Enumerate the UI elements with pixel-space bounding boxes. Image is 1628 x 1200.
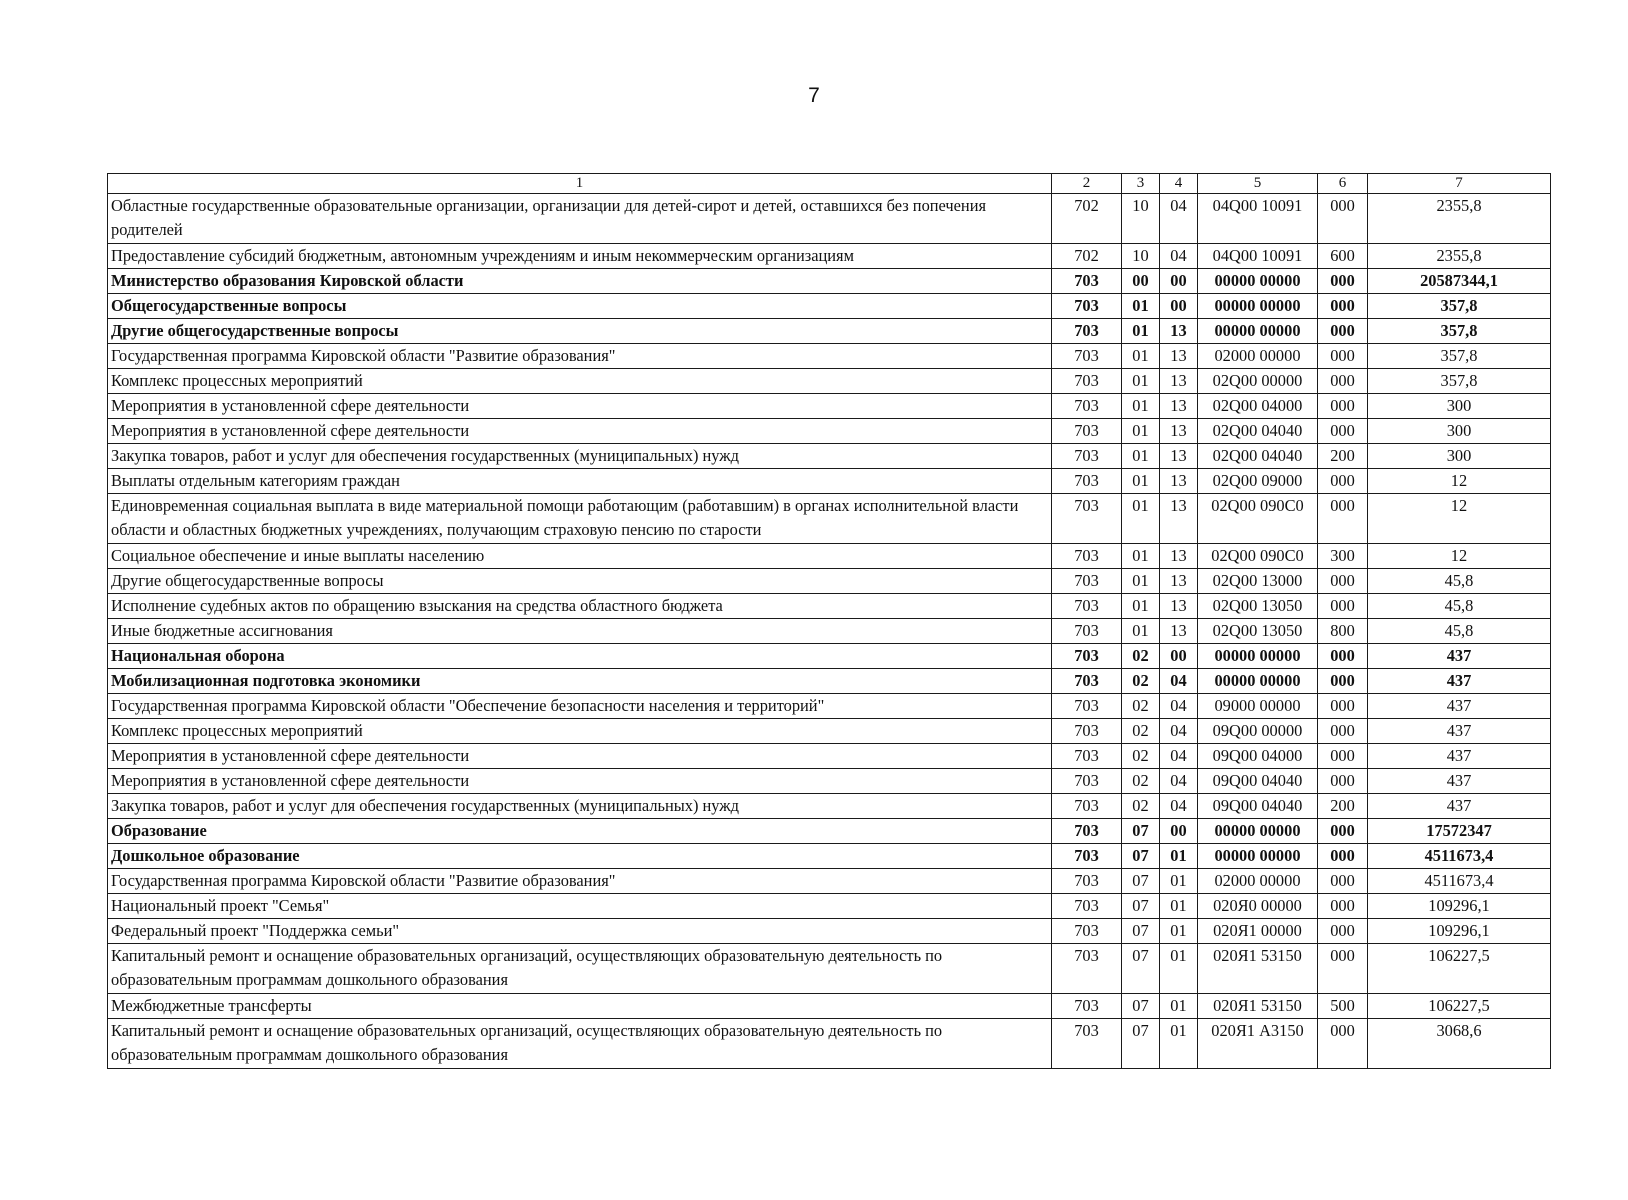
subsection-cell: 04 bbox=[1160, 744, 1198, 769]
target-article-cell: 02Q00 09000 bbox=[1198, 469, 1318, 494]
table-row bbox=[108, 769, 1551, 794]
table-row bbox=[108, 894, 1551, 919]
section-cell: 07 bbox=[1122, 994, 1160, 1019]
amount-cell: 109296,1 bbox=[1368, 919, 1551, 944]
section-cell: 02 bbox=[1122, 769, 1160, 794]
expense-type-cell: 000 bbox=[1318, 594, 1368, 619]
column-header: 5 bbox=[1198, 174, 1318, 194]
target-article-cell: 02000 00000 bbox=[1198, 869, 1318, 894]
expense-type-cell: 000 bbox=[1318, 694, 1368, 719]
admin-code-cell: 703 bbox=[1052, 994, 1122, 1019]
subsection-cell: 04 bbox=[1160, 194, 1198, 244]
target-article-cell: 00000 00000 bbox=[1198, 644, 1318, 669]
table-row bbox=[108, 494, 1551, 544]
target-article-cell: 02000 00000 bbox=[1198, 344, 1318, 369]
expense-type-cell: 300 bbox=[1318, 544, 1368, 569]
row-name-cell: Общегосударственные вопросы bbox=[108, 294, 1052, 319]
subsection-cell: 00 bbox=[1160, 294, 1198, 319]
admin-code-cell: 703 bbox=[1052, 469, 1122, 494]
admin-code-cell: 703 bbox=[1052, 644, 1122, 669]
row-name-cell: Закупка товаров, работ и услуг для обеспечения государственных (муниципальных) нужд bbox=[108, 444, 1052, 469]
row-name-cell: Предоставление субсидий бюджетным, автономным учреждениям и иным некоммерческим организациям bbox=[108, 244, 1052, 269]
expense-type-cell: 000 bbox=[1318, 569, 1368, 594]
admin-code-cell: 703 bbox=[1052, 569, 1122, 594]
subsection-cell: 04 bbox=[1160, 694, 1198, 719]
column-header: 1 bbox=[108, 174, 1052, 194]
admin-code-cell: 703 bbox=[1052, 269, 1122, 294]
table-row bbox=[108, 669, 1551, 694]
amount-cell: 357,8 bbox=[1368, 319, 1551, 344]
table-row bbox=[108, 644, 1551, 669]
expense-type-cell: 000 bbox=[1318, 319, 1368, 344]
subsection-cell: 13 bbox=[1160, 544, 1198, 569]
subsection-cell: 13 bbox=[1160, 369, 1198, 394]
table-row bbox=[108, 394, 1551, 419]
amount-cell: 437 bbox=[1368, 744, 1551, 769]
admin-code-cell: 703 bbox=[1052, 494, 1122, 544]
table-row bbox=[108, 194, 1551, 244]
section-cell: 02 bbox=[1122, 669, 1160, 694]
amount-cell: 300 bbox=[1368, 419, 1551, 444]
section-cell: 01 bbox=[1122, 469, 1160, 494]
row-name-cell: Мероприятия в установленной сфере деятельности bbox=[108, 769, 1052, 794]
target-article-cell: 00000 00000 bbox=[1198, 819, 1318, 844]
amount-cell: 437 bbox=[1368, 794, 1551, 819]
section-cell: 02 bbox=[1122, 694, 1160, 719]
target-article-cell: 04Q00 10091 bbox=[1198, 244, 1318, 269]
target-article-cell: 020Я1 53150 bbox=[1198, 994, 1318, 1019]
target-article-cell: 00000 00000 bbox=[1198, 294, 1318, 319]
column-header: 7 bbox=[1368, 174, 1551, 194]
section-cell: 01 bbox=[1122, 319, 1160, 344]
table-row bbox=[108, 1019, 1551, 1069]
row-name-cell: Другие общегосударственные вопросы bbox=[108, 319, 1052, 344]
amount-cell: 109296,1 bbox=[1368, 894, 1551, 919]
target-article-cell: 02Q00 00000 bbox=[1198, 369, 1318, 394]
amount-cell: 45,8 bbox=[1368, 594, 1551, 619]
expense-type-cell: 000 bbox=[1318, 1019, 1368, 1069]
admin-code-cell: 703 bbox=[1052, 769, 1122, 794]
amount-cell: 437 bbox=[1368, 719, 1551, 744]
admin-code-cell: 703 bbox=[1052, 594, 1122, 619]
subsection-cell: 01 bbox=[1160, 844, 1198, 869]
amount-cell: 357,8 bbox=[1368, 369, 1551, 394]
amount-cell: 45,8 bbox=[1368, 619, 1551, 644]
table-row bbox=[108, 919, 1551, 944]
subsection-cell: 13 bbox=[1160, 494, 1198, 544]
amount-cell: 106227,5 bbox=[1368, 994, 1551, 1019]
section-cell: 02 bbox=[1122, 794, 1160, 819]
expense-type-cell: 000 bbox=[1318, 819, 1368, 844]
admin-code-cell: 703 bbox=[1052, 1019, 1122, 1069]
expense-type-cell: 000 bbox=[1318, 869, 1368, 894]
amount-cell: 4511673,4 bbox=[1368, 869, 1551, 894]
subsection-cell: 04 bbox=[1160, 769, 1198, 794]
amount-cell: 4511673,4 bbox=[1368, 844, 1551, 869]
section-cell: 01 bbox=[1122, 419, 1160, 444]
section-cell: 07 bbox=[1122, 944, 1160, 994]
row-name-cell: Министерство образования Кировской области bbox=[108, 269, 1052, 294]
section-cell: 07 bbox=[1122, 869, 1160, 894]
expense-type-cell: 800 bbox=[1318, 619, 1368, 644]
expense-type-cell: 000 bbox=[1318, 919, 1368, 944]
subsection-cell: 01 bbox=[1160, 869, 1198, 894]
expense-type-cell: 000 bbox=[1318, 469, 1368, 494]
subsection-cell: 13 bbox=[1160, 594, 1198, 619]
table-row bbox=[108, 269, 1551, 294]
subsection-cell: 13 bbox=[1160, 569, 1198, 594]
expense-type-cell: 500 bbox=[1318, 994, 1368, 1019]
subsection-cell: 13 bbox=[1160, 444, 1198, 469]
amount-cell: 3068,6 bbox=[1368, 1019, 1551, 1069]
amount-cell: 437 bbox=[1368, 694, 1551, 719]
target-article-cell: 02Q00 04040 bbox=[1198, 419, 1318, 444]
row-name-cell: Дошкольное образование bbox=[108, 844, 1052, 869]
target-article-cell: 00000 00000 bbox=[1198, 844, 1318, 869]
table-row bbox=[108, 869, 1551, 894]
page-number: 7 bbox=[808, 84, 820, 107]
section-cell: 07 bbox=[1122, 844, 1160, 869]
row-name-cell: Комплекс процессных мероприятий bbox=[108, 369, 1052, 394]
admin-code-cell: 703 bbox=[1052, 944, 1122, 994]
expense-type-cell: 000 bbox=[1318, 944, 1368, 994]
expense-type-cell: 000 bbox=[1318, 369, 1368, 394]
amount-cell: 20587344,1 bbox=[1368, 269, 1551, 294]
section-cell: 07 bbox=[1122, 819, 1160, 844]
row-name-cell: Государственная программа Кировской области "Развитие образования" bbox=[108, 344, 1052, 369]
row-name-cell: Закупка товаров, работ и услуг для обеспечения государственных (муниципальных) нужд bbox=[108, 794, 1052, 819]
section-cell: 01 bbox=[1122, 369, 1160, 394]
subsection-cell: 04 bbox=[1160, 794, 1198, 819]
amount-cell: 300 bbox=[1368, 444, 1551, 469]
subsection-cell: 00 bbox=[1160, 819, 1198, 844]
row-name-cell: Межбюджетные трансферты bbox=[108, 994, 1052, 1019]
target-article-cell: 020Я1 А3150 bbox=[1198, 1019, 1318, 1069]
expense-type-cell: 200 bbox=[1318, 794, 1368, 819]
subsection-cell: 13 bbox=[1160, 319, 1198, 344]
table-row bbox=[108, 619, 1551, 644]
table-row bbox=[108, 944, 1551, 994]
row-name-cell: Образование bbox=[108, 819, 1052, 844]
expense-type-cell: 000 bbox=[1318, 394, 1368, 419]
expense-type-cell: 000 bbox=[1318, 844, 1368, 869]
admin-code-cell: 703 bbox=[1052, 894, 1122, 919]
subsection-cell: 04 bbox=[1160, 244, 1198, 269]
table-header-row bbox=[108, 174, 1551, 194]
subsection-cell: 04 bbox=[1160, 669, 1198, 694]
row-name-cell: Государственная программа Кировской области "Развитие образования" bbox=[108, 869, 1052, 894]
row-name-cell: Мобилизационная подготовка экономики bbox=[108, 669, 1052, 694]
target-article-cell: 00000 00000 bbox=[1198, 319, 1318, 344]
subsection-cell: 13 bbox=[1160, 619, 1198, 644]
target-article-cell: 020Я1 00000 bbox=[1198, 919, 1318, 944]
section-cell: 01 bbox=[1122, 619, 1160, 644]
expense-type-cell: 000 bbox=[1318, 194, 1368, 244]
subsection-cell: 01 bbox=[1160, 1019, 1198, 1069]
admin-code-cell: 703 bbox=[1052, 369, 1122, 394]
amount-cell: 2355,8 bbox=[1368, 194, 1551, 244]
expense-type-cell: 000 bbox=[1318, 769, 1368, 794]
table-body bbox=[108, 194, 1551, 1069]
amount-cell: 437 bbox=[1368, 669, 1551, 694]
admin-code-cell: 703 bbox=[1052, 344, 1122, 369]
table-row bbox=[108, 319, 1551, 344]
admin-code-cell: 703 bbox=[1052, 394, 1122, 419]
admin-code-cell: 703 bbox=[1052, 719, 1122, 744]
table-row bbox=[108, 444, 1551, 469]
row-name-cell: Комплекс процессных мероприятий bbox=[108, 719, 1052, 744]
admin-code-cell: 703 bbox=[1052, 444, 1122, 469]
section-cell: 01 bbox=[1122, 569, 1160, 594]
expense-type-cell: 200 bbox=[1318, 444, 1368, 469]
section-cell: 02 bbox=[1122, 644, 1160, 669]
target-article-cell: 09Q00 04000 bbox=[1198, 744, 1318, 769]
section-cell: 07 bbox=[1122, 919, 1160, 944]
section-cell: 10 bbox=[1122, 194, 1160, 244]
expense-type-cell: 000 bbox=[1318, 419, 1368, 444]
expense-type-cell: 000 bbox=[1318, 494, 1368, 544]
expense-type-cell: 000 bbox=[1318, 644, 1368, 669]
section-cell: 02 bbox=[1122, 744, 1160, 769]
table-row bbox=[108, 594, 1551, 619]
amount-cell: 437 bbox=[1368, 769, 1551, 794]
amount-cell: 12 bbox=[1368, 494, 1551, 544]
admin-code-cell: 702 bbox=[1052, 244, 1122, 269]
row-name-cell: Областные государственные образовательные организации, организации для детей-сирот и детей, оставшихся без попечения родителей bbox=[108, 194, 1052, 244]
column-header: 4 bbox=[1160, 174, 1198, 194]
section-cell: 07 bbox=[1122, 1019, 1160, 1069]
amount-cell: 437 bbox=[1368, 644, 1551, 669]
expense-type-cell: 000 bbox=[1318, 894, 1368, 919]
section-cell: 01 bbox=[1122, 544, 1160, 569]
table-row bbox=[108, 294, 1551, 319]
target-article-cell: 04Q00 10091 bbox=[1198, 194, 1318, 244]
column-header: 2 bbox=[1052, 174, 1122, 194]
expense-type-cell: 000 bbox=[1318, 294, 1368, 319]
subsection-cell: 01 bbox=[1160, 919, 1198, 944]
table-row bbox=[108, 544, 1551, 569]
subsection-cell: 01 bbox=[1160, 994, 1198, 1019]
section-cell: 01 bbox=[1122, 494, 1160, 544]
table-row bbox=[108, 844, 1551, 869]
column-header: 6 bbox=[1318, 174, 1368, 194]
admin-code-cell: 703 bbox=[1052, 669, 1122, 694]
row-name-cell: Единовременная социальная выплата в виде материальной помощи работающим (работавшим) в органах исполнительной власти области и областных бюджетных учреждениях, получающим страховую пенсию по старости bbox=[108, 494, 1052, 544]
subsection-cell: 04 bbox=[1160, 719, 1198, 744]
section-cell: 01 bbox=[1122, 594, 1160, 619]
admin-code-cell: 703 bbox=[1052, 819, 1122, 844]
table-row bbox=[108, 344, 1551, 369]
amount-cell: 45,8 bbox=[1368, 569, 1551, 594]
row-name-cell: Национальный проект "Семья" bbox=[108, 894, 1052, 919]
row-name-cell: Другие общегосударственные вопросы bbox=[108, 569, 1052, 594]
subsection-cell: 13 bbox=[1160, 469, 1198, 494]
admin-code-cell: 703 bbox=[1052, 844, 1122, 869]
table-row bbox=[108, 719, 1551, 744]
row-name-cell: Капитальный ремонт и оснащение образовательных организаций, осуществляющих образовательную деятельность по образовательным программам дошкольного образования bbox=[108, 944, 1052, 994]
amount-cell: 106227,5 bbox=[1368, 944, 1551, 994]
target-article-cell: 02Q00 13050 bbox=[1198, 619, 1318, 644]
target-article-cell: 02Q00 04040 bbox=[1198, 444, 1318, 469]
amount-cell: 17572347 bbox=[1368, 819, 1551, 844]
table-row bbox=[108, 994, 1551, 1019]
row-name-cell: Социальное обеспечение и иные выплаты населению bbox=[108, 544, 1052, 569]
target-article-cell: 00000 00000 bbox=[1198, 669, 1318, 694]
section-cell: 07 bbox=[1122, 894, 1160, 919]
section-cell: 01 bbox=[1122, 294, 1160, 319]
amount-cell: 2355,8 bbox=[1368, 244, 1551, 269]
subsection-cell: 13 bbox=[1160, 419, 1198, 444]
target-article-cell: 02Q00 090C0 bbox=[1198, 494, 1318, 544]
table-row bbox=[108, 419, 1551, 444]
admin-code-cell: 702 bbox=[1052, 194, 1122, 244]
subsection-cell: 01 bbox=[1160, 894, 1198, 919]
amount-cell: 357,8 bbox=[1368, 294, 1551, 319]
section-cell: 01 bbox=[1122, 344, 1160, 369]
table-row bbox=[108, 244, 1551, 269]
section-cell: 00 bbox=[1122, 269, 1160, 294]
target-article-cell: 02Q00 13000 bbox=[1198, 569, 1318, 594]
target-article-cell: 02Q00 090C0 bbox=[1198, 544, 1318, 569]
table-row bbox=[108, 569, 1551, 594]
expense-type-cell: 000 bbox=[1318, 269, 1368, 294]
column-header: 3 bbox=[1122, 174, 1160, 194]
admin-code-cell: 703 bbox=[1052, 869, 1122, 894]
row-name-cell: Государственная программа Кировской области "Обеспечение безопасности населения и территорий" bbox=[108, 694, 1052, 719]
table-row bbox=[108, 819, 1551, 844]
table-row bbox=[108, 694, 1551, 719]
section-cell: 10 bbox=[1122, 244, 1160, 269]
amount-cell: 357,8 bbox=[1368, 344, 1551, 369]
admin-code-cell: 703 bbox=[1052, 319, 1122, 344]
section-cell: 02 bbox=[1122, 719, 1160, 744]
section-cell: 01 bbox=[1122, 394, 1160, 419]
expense-type-cell: 000 bbox=[1318, 669, 1368, 694]
target-article-cell: 09000 00000 bbox=[1198, 694, 1318, 719]
target-article-cell: 09Q00 04040 bbox=[1198, 769, 1318, 794]
target-article-cell: 09Q00 04040 bbox=[1198, 794, 1318, 819]
admin-code-cell: 703 bbox=[1052, 294, 1122, 319]
target-article-cell: 02Q00 04000 bbox=[1198, 394, 1318, 419]
target-article-cell: 00000 00000 bbox=[1198, 269, 1318, 294]
row-name-cell: Федеральный проект "Поддержка семьи" bbox=[108, 919, 1052, 944]
budget-table bbox=[107, 173, 1551, 1069]
admin-code-cell: 703 bbox=[1052, 794, 1122, 819]
expense-type-cell: 000 bbox=[1318, 744, 1368, 769]
row-name-cell: Капитальный ремонт и оснащение образовательных организаций, осуществляющих образовательную деятельность по образовательным программам дошкольного образования bbox=[108, 1019, 1052, 1069]
expense-type-cell: 000 bbox=[1318, 344, 1368, 369]
subsection-cell: 00 bbox=[1160, 644, 1198, 669]
target-article-cell: 02Q00 13050 bbox=[1198, 594, 1318, 619]
expense-type-cell: 600 bbox=[1318, 244, 1368, 269]
row-name-cell: Мероприятия в установленной сфере деятельности bbox=[108, 744, 1052, 769]
table-row bbox=[108, 369, 1551, 394]
admin-code-cell: 703 bbox=[1052, 694, 1122, 719]
row-name-cell: Национальная оборона bbox=[108, 644, 1052, 669]
table-row bbox=[108, 794, 1551, 819]
admin-code-cell: 703 bbox=[1052, 619, 1122, 644]
amount-cell: 12 bbox=[1368, 469, 1551, 494]
subsection-cell: 13 bbox=[1160, 344, 1198, 369]
row-name-cell: Иные бюджетные ассигнования bbox=[108, 619, 1052, 644]
subsection-cell: 00 bbox=[1160, 269, 1198, 294]
table-row bbox=[108, 469, 1551, 494]
admin-code-cell: 703 bbox=[1052, 419, 1122, 444]
admin-code-cell: 703 bbox=[1052, 744, 1122, 769]
amount-cell: 300 bbox=[1368, 394, 1551, 419]
target-article-cell: 020Я0 00000 bbox=[1198, 894, 1318, 919]
row-name-cell: Выплаты отдельным категориям граждан bbox=[108, 469, 1052, 494]
expense-type-cell: 000 bbox=[1318, 719, 1368, 744]
target-article-cell: 09Q00 00000 bbox=[1198, 719, 1318, 744]
subsection-cell: 01 bbox=[1160, 944, 1198, 994]
section-cell: 01 bbox=[1122, 444, 1160, 469]
target-article-cell: 020Я1 53150 bbox=[1198, 944, 1318, 994]
amount-cell: 12 bbox=[1368, 544, 1551, 569]
admin-code-cell: 703 bbox=[1052, 919, 1122, 944]
admin-code-cell: 703 bbox=[1052, 544, 1122, 569]
subsection-cell: 13 bbox=[1160, 394, 1198, 419]
row-name-cell: Мероприятия в установленной сфере деятельности bbox=[108, 394, 1052, 419]
table-row bbox=[108, 744, 1551, 769]
row-name-cell: Мероприятия в установленной сфере деятельности bbox=[108, 419, 1052, 444]
row-name-cell: Исполнение судебных актов по обращению взыскания на средства областного бюджета bbox=[108, 594, 1052, 619]
